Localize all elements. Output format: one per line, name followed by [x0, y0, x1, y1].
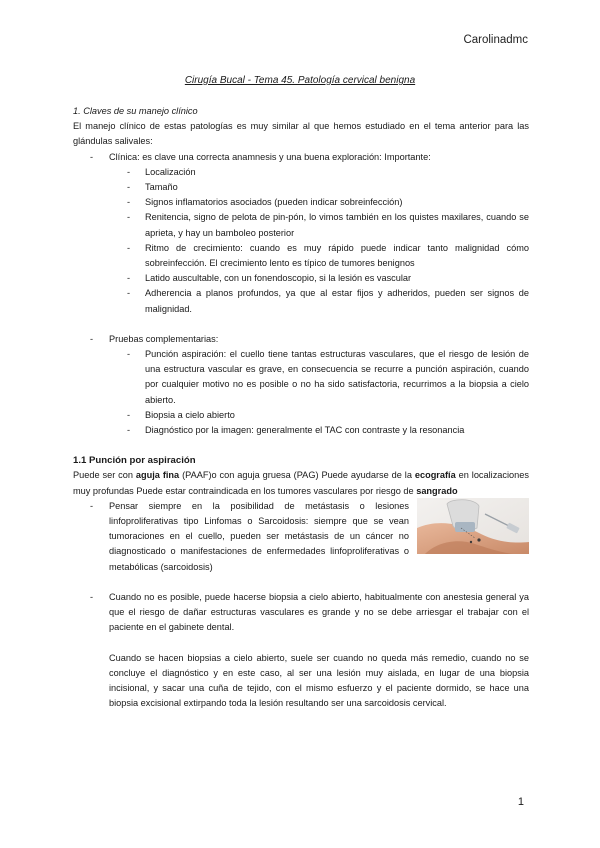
list-item: [73, 210, 529, 240]
list-item-pruebas: [73, 332, 529, 347]
list-item-biopsia: [73, 590, 529, 636]
list-item-text: Punción aspiración: el cuello tiene tantas estructuras vasculares, que el riesgo de lesión de una estructura vascular es grave, en consecuencia se recurre a punción aspiración, cuando por cualquier motivo no es posible o no ha sido satisfactoria, recurrimos a la biopsia a cielo abierto.: [145, 349, 529, 405]
list-item-text: Renitencia, signo de pelota de pin-pón, lo vimos también en los quistes maxilares, cuando se aprieta, y hay un bamboleo posterior: [145, 212, 529, 238]
list-item-text: Pensar siempre en la posibilidad de metástasis o lesiones linfoproliferativas tipo Linfomas o Sarcoidosis: siempre que se vean tumoraciones en el cuello, pueden ser metástasis de un cáncer no diagnosticado o manifestaciones de enfermedades linfoproliferativas o metabólicas (sarcoidosis): [109, 500, 409, 572]
list-item: [73, 180, 529, 195]
list-item-label: Pruebas complementarias:: [109, 333, 219, 344]
bullet-dash: -: [90, 591, 94, 602]
bullet-dash: -: [90, 333, 94, 344]
intro-paragraph: El manejo clínico de estas patologías es muy similar al que hemos estudiado en el tema anterior para las glándulas salivales:: [73, 121, 529, 147]
bold-text: aguja fina: [135, 470, 180, 481]
bold-text: ecografía: [414, 470, 456, 481]
list-item-text: Signos inflamatorios asociados (pueden indicar sobreinfección): [145, 197, 403, 208]
bold-text: sangrado: [416, 485, 458, 496]
bullet-dash: -: [127, 166, 131, 177]
text-run: en localizaciones muy profundas Puede estar contraindicada en los tumores vasculares por riesgo de: [73, 470, 529, 496]
closing-paragraph: Cuando se hacen biopsias a cielo abierto, suele ser cuando no queda más remedio, cuando no se concluye el diagnóstico y en este caso, al ser una lesión muy aislada, en lugar de una biopsia incisional, y sacar una cuña de tejido, con el mismo esfuerzo y el paciente dormido, se hace una biopsia excisional extirpando toda la lesión resultando ser una sarcoidosis cervical.: [109, 652, 529, 709]
puncion-paragraph: [73, 468, 529, 498]
bullet-dash: -: [90, 151, 94, 162]
list-item: [73, 165, 529, 180]
list-item-text: Tamaño: [145, 182, 178, 193]
list-item-metastasis: [73, 499, 529, 575]
list-item: [73, 408, 529, 423]
list-item-text: Latido auscultable, con un fonendoscopio, si la lesión es vascular: [145, 273, 412, 284]
bullet-dash: -: [127, 349, 131, 360]
list-item: [73, 195, 529, 210]
bullet-dash: -: [127, 273, 131, 284]
list-item: [73, 286, 529, 316]
text-run: (PAAF)o con aguja gruesa (PAG) Puede ayudarse de la: [179, 470, 415, 481]
bullet-dash: -: [127, 242, 131, 253]
document-title: Cirugía Bucal - Tema 45. Patología cervical benigna: [184, 75, 416, 86]
list-item: [73, 241, 529, 271]
bullet-dash: -: [127, 409, 131, 420]
bullet-dash: -: [127, 182, 131, 193]
page-number: 1: [517, 796, 524, 808]
text-run: Puede ser con: [73, 470, 136, 481]
list-item-text: Ritmo de crecimiento: cuando es muy rápido puede indicar tanto malignidad cómo sobreinfección. El crecimiento lento es típico de tumores benignos: [145, 242, 529, 269]
bullet-dash: -: [127, 212, 131, 223]
list-item-text: Diagnóstico por la imagen: generalmente el TAC con contraste y la resonancia: [145, 425, 465, 436]
bullet-dash: -: [127, 425, 131, 436]
list-item: [73, 423, 529, 438]
list-item-clinica: [73, 150, 529, 165]
list-item-text: Cuando no es posible, puede hacerse biopsia a cielo abierto, habitualmente con anestesia general ya que el riesgo de dañar estructuras vasculares es grande y no se debe arriesgar el trabajar con el paciente en el gabinete dental.: [109, 591, 529, 633]
list-item-text: Adherencia a planos profundos, ya que al estar fijos y adheridos, pueden ser signos de malignidad.: [145, 288, 529, 314]
list-item: [73, 271, 529, 286]
document-body: [73, 104, 529, 711]
ultrasound-neck-photo: [417, 498, 529, 554]
section-heading: 1. Claves de su manejo clínico: [73, 106, 198, 116]
list-item-text: Biopsia a cielo abierto: [145, 409, 235, 420]
bullet-dash: -: [127, 288, 131, 299]
list-item: [73, 347, 529, 408]
subsection-heading: 1.1 Punción por aspiración: [73, 455, 196, 467]
bullet-dash: -: [90, 500, 94, 511]
bullet-dash: -: [127, 197, 131, 208]
header-author: Carolinadmc: [463, 34, 528, 46]
list-item-label: Clínica: es clave una correcta anamnesis y una buena exploración: Importante:: [109, 151, 431, 162]
list-item-text: Localización: [145, 166, 196, 177]
